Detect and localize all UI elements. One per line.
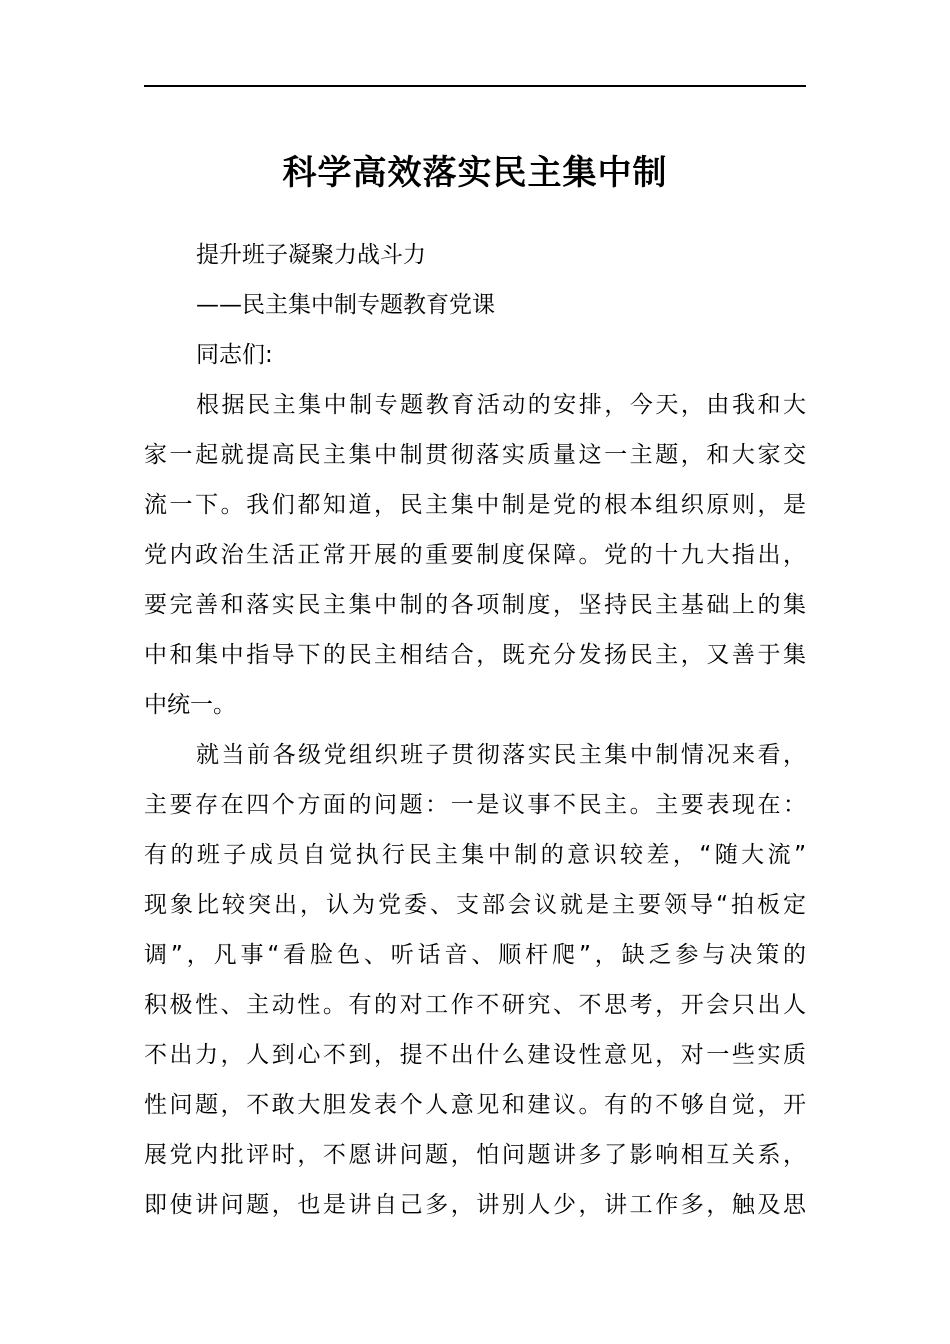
paragraph-2-line: 积极性、主动性。有的对工作不研究、不思考，开会只出人 bbox=[144, 992, 806, 1018]
paragraph-1-line: 要完善和落实民主集中制的各项制度，坚持民主基础上的集 bbox=[144, 592, 806, 618]
document-body bbox=[144, 230, 806, 1230]
paragraph-1-line: 中和集中指导下的民主相结合，既充分发扬民主，又善于集 bbox=[144, 642, 806, 668]
paragraph-1-line: 流一下。我们都知道，民主集中制是党的根本组织原则，是 bbox=[144, 492, 806, 518]
paragraph-1-line: 中统一。 bbox=[144, 692, 236, 718]
paragraph-1-line: 根据民主集中制专题教育活动的安排，今天，由我和大 bbox=[196, 392, 806, 418]
paragraph-2-line: 调”，凡事“看脸色、听话音、顺杆爬”，缺乏参与决策的 bbox=[144, 942, 806, 968]
paragraph-2-line: 性问题，不敢大胆发表个人意见和建议。有的不够自觉，开 bbox=[144, 1092, 806, 1118]
salutation: 同志们: bbox=[196, 342, 273, 368]
header-rule bbox=[144, 85, 806, 87]
paragraph-2-line: 即使讲问题，也是讲自己多，讲别人少，讲工作多，触及思 bbox=[144, 1192, 806, 1218]
subtitle: 提升班子凝聚力战斗力 bbox=[196, 242, 426, 268]
paragraph-1-line: 党内政治生活正常开展的重要制度保障。党的十九大指出， bbox=[144, 542, 806, 568]
document-title: 科学高效落实民主集中制 bbox=[282, 153, 668, 193]
paragraph-2-line: 展党内批评时，不愿讲问题，怕问题讲多了影响相互关系， bbox=[144, 1142, 806, 1168]
paragraph-1-line: 家一起就提高民主集中制贯彻落实质量这一主题，和大家交 bbox=[144, 442, 806, 468]
paragraph-2-line: 不出力，人到心不到，提不出什么建设性意见，对一些实质 bbox=[144, 1042, 806, 1068]
paragraph-2-line: 就当前各级党组织班子贯彻落实民主集中制情况来看， bbox=[196, 742, 806, 768]
paragraph-2-line: 有的班子成员自觉执行民主集中制的意识较差，“随大流” bbox=[144, 842, 806, 868]
subtitle-series: ——民主集中制专题教育党课 bbox=[196, 292, 495, 318]
paragraph-2-line: 现象比较突出，认为党委、支部会议就是主要领导“拍板定 bbox=[144, 892, 806, 918]
paragraph-2-line: 主要存在四个方面的问题：一是议事不民主。主要表现在： bbox=[144, 792, 806, 818]
